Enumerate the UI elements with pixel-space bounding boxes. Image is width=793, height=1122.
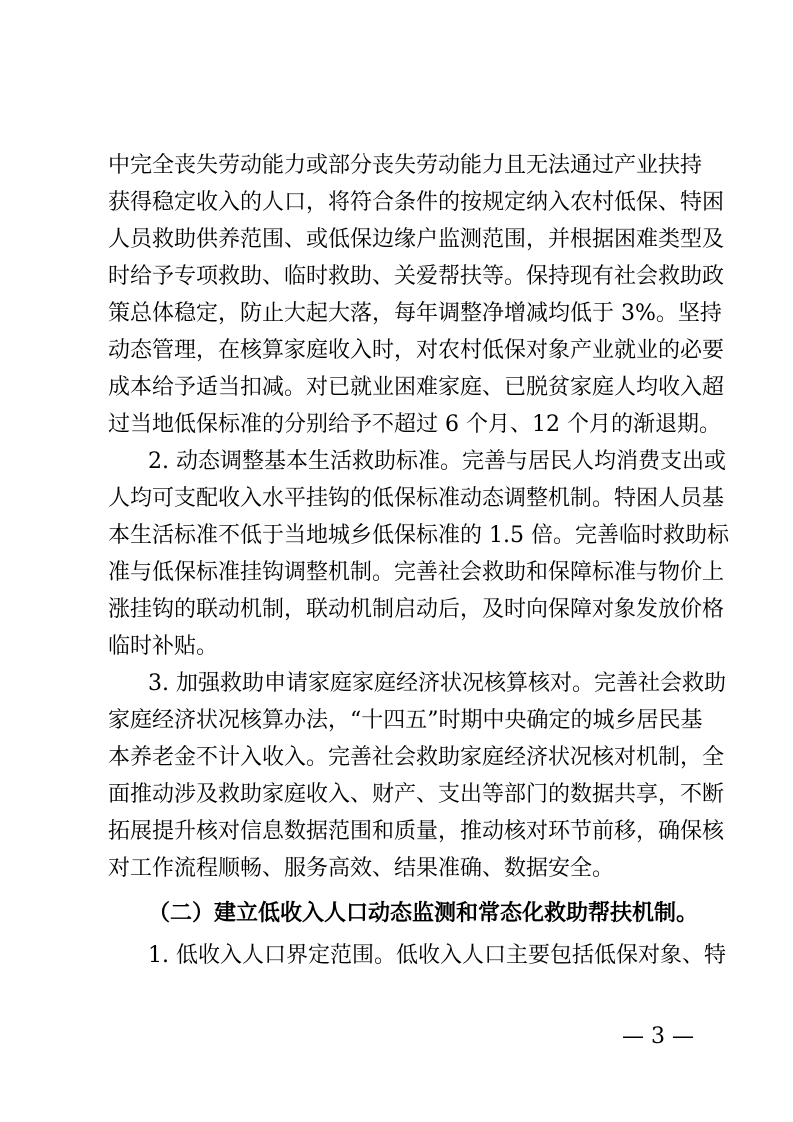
- section-heading: （二）建立低收入人口动态监测和常态化救助帮扶机制。: [148, 901, 699, 926]
- body-text-line: 时给予专项救助、临时救助、关爱帮扶等。保持现有社会救助政: [108, 264, 725, 289]
- body-text-line: 人员救助供养范围、或低保边缘户监测范围，并根据困难类型及: [108, 227, 725, 252]
- body-text-line: 本养老金不计入收入。完善社会救助家庭经济状况核对机制，全: [108, 745, 725, 770]
- paragraph-first-line: 2. 动态调整基本生活救助标准。完善与居民人均消费支出或: [148, 449, 726, 474]
- body-text-line: 获得稳定收入的人口，将符合条件的按规定纳入农村低保、特困: [108, 190, 725, 215]
- body-text-line: 对工作流程顺畅、服务高效、结果准确、数据安全。: [108, 856, 615, 881]
- body-text-line: 过当地低保标准的分别给予不超过 6 个月、12 个月的渐退期。: [108, 412, 721, 437]
- paragraph-first-line: 3. 加强救助申请家庭家庭经济状况核算核对。完善社会救助: [148, 671, 726, 696]
- body-text-line: 动态管理，在核算家庭收入时，对农村低保对象产业就业的必要: [108, 338, 725, 363]
- body-text-line: 成本给予适当扣减。对已就业困难家庭、已脱贫家庭人均收入超: [108, 375, 725, 400]
- body-text-line: 涨挂钩的联动机制，联动机制启动后，及时向保障对象发放价格: [108, 597, 725, 622]
- body-text-line: 拓展提升核对信息数据范围和质量，推动核对环节前移，确保核: [108, 819, 725, 844]
- body-text-line: 本生活标准不低于当地城乡低保标准的 1.5 倍。完善临时救助标: [108, 523, 729, 548]
- body-text-line: 中完全丧失劳动能力或部分丧失劳动能力且无法通过产业扶持: [108, 153, 703, 178]
- body-text-line: 面推动涉及救助家庭收入、财产、支出等部门的数据共享，不断: [108, 782, 725, 807]
- paragraph-first-line: 1. 低收入人口界定范围。低收入人口主要包括低保对象、特: [148, 943, 726, 968]
- body-text-line: 人均可支配收入水平挂钩的低保标准动态调整机制。特困人员基: [108, 486, 725, 511]
- page-number: — 3 —: [622, 1024, 694, 1049]
- body-text-line: 策总体稳定，防止大起大落，每年调整净增减均低于 3%。坚持: [108, 301, 722, 326]
- body-text-line: 临时补贴。: [108, 634, 219, 659]
- body-text-line: 准与低保标准挂钩调整机制。完善社会救助和保障标准与物价上: [108, 560, 725, 585]
- body-text-line: 家庭经济状况核算办法，“十四五”时期中央确定的城乡居民基: [108, 708, 703, 733]
